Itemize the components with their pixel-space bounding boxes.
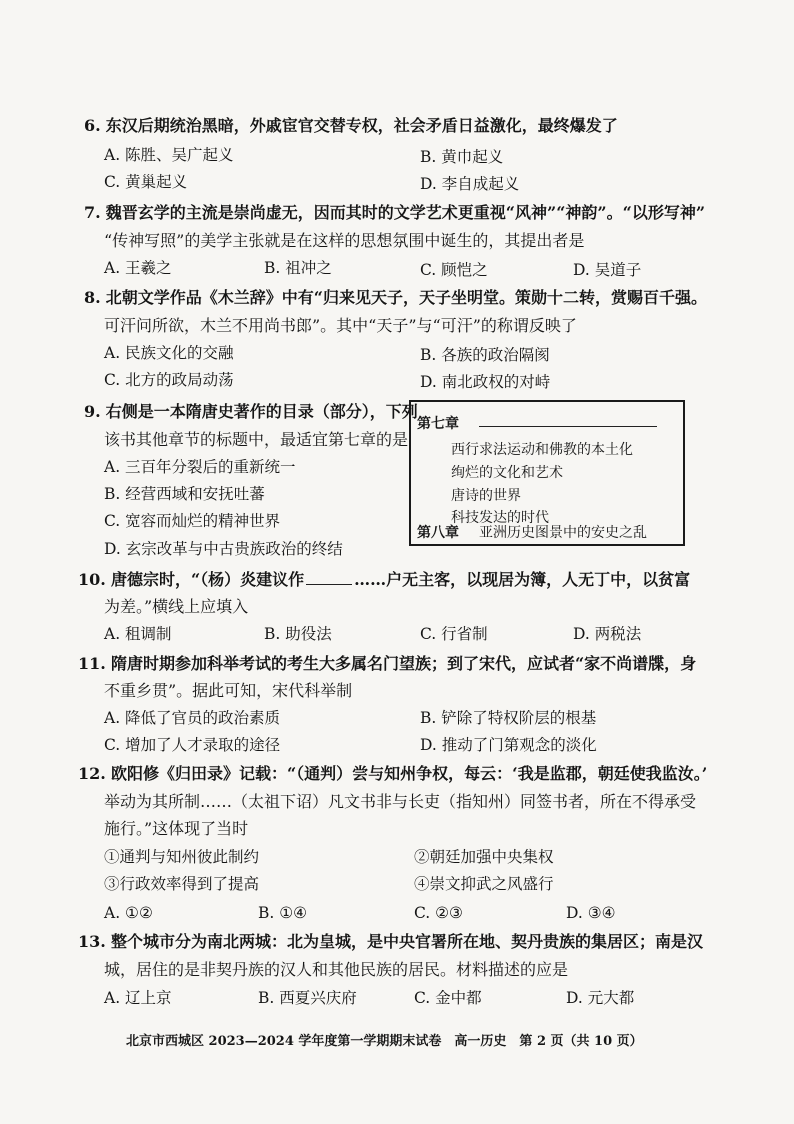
- option: C. 增加了人才录取的途径: [104, 736, 281, 754]
- option: D. 元大都: [566, 989, 635, 1007]
- option: A. 辽上京: [104, 989, 172, 1007]
- question-12-stem: [78, 762, 707, 786]
- chapter-7-label: 第七章: [417, 416, 459, 432]
- option: B. 助役法: [264, 625, 332, 643]
- option: B. 铲除了特权阶层的根基: [420, 709, 597, 727]
- option: C. 行省制: [420, 625, 488, 643]
- option: A. 降低了官员的政治素质: [104, 709, 281, 727]
- option: B. 经营西域和安抚吐蕃: [104, 485, 265, 503]
- option: B. 祖冲之: [264, 259, 332, 277]
- option: C. 北方的政局动荡: [104, 371, 234, 389]
- question-text: 唐德宗时，“（杨）炎建议作: [110, 570, 305, 589]
- chapter-8-label: 第八章: [417, 525, 459, 541]
- page-footer: 北京市西城区 2023—2024 学年度第一学期期末试卷 高一历史 第 2 页（共 10 页）: [126, 1034, 643, 1049]
- question-text: 可汗问所欲，木兰不用尚书郎”。其中“天子”与“可汗”的称谓反映了: [104, 316, 577, 335]
- option: C. 宽容而灿烂的精神世界: [104, 512, 281, 530]
- question-text: 隋唐时期参加科举考试的考生大多属名门望族；到了宋代，应试者“家不尚谱牒，身: [110, 654, 697, 673]
- question-text: 不重乡贯”。据此可知，宋代科举制: [104, 681, 353, 700]
- question-text: 右侧是一本隋唐史著作的目录（部分），下列: [105, 402, 418, 421]
- question-text: 城，居住的是非契丹族的汉人和其他民族的居民。材料描述的应是: [104, 960, 569, 979]
- option: B. 西夏兴庆府: [258, 989, 357, 1007]
- option: C. 金中都: [414, 989, 482, 1007]
- question-text: 魏晋玄学的主流是崇尚虚无，因而其时的文学艺术更重视“风神”“神韵”。“以形写神”: [105, 203, 706, 222]
- statement: ①通判与知州彼此制约: [104, 848, 260, 866]
- question-text: 为差。”横线上应填入: [104, 597, 249, 616]
- question-number: 11.: [78, 654, 106, 673]
- toc-item: 科技发达的时代: [451, 510, 549, 526]
- table-of-contents-box: [409, 400, 685, 546]
- question-text: ……户无主客，以现居为簿，人无丁中，以贫富: [354, 570, 691, 589]
- option: A. 王羲之: [104, 259, 172, 277]
- option: D. 南北政权的对峙: [420, 373, 551, 391]
- question-10-stem: [78, 568, 690, 592]
- question-text: 该书其他章节的标题中，最适宜第七章的是: [104, 430, 409, 449]
- option: B. 黄巾起义: [420, 148, 504, 166]
- question-8-stem: [84, 286, 707, 310]
- answer-blank: [306, 570, 352, 585]
- question-number: 9.: [84, 402, 101, 421]
- option: D. 李自成起义: [420, 175, 520, 193]
- question-9-stem: [84, 400, 418, 424]
- option: A. 陈胜、吴广起义: [104, 146, 234, 164]
- question-7-stem: [84, 201, 705, 225]
- question-text: 举动为其所制……（太祖下诏）凡文书非与长吏（指知州）同签书者，所在不得承受: [104, 792, 697, 811]
- chapter-8-title: 亚洲历史图景中的安史之乱: [479, 525, 647, 541]
- statement: ②朝廷加强中央集权: [414, 848, 554, 866]
- option: C. 顾恺之: [420, 261, 488, 279]
- question-text: 北朝文学作品《木兰辞》中有“归来见天子，天子坐明堂。策勋十二转，赏赐百千强。: [105, 288, 708, 307]
- option: A. 租调制: [104, 625, 172, 643]
- question-11-stem: [78, 652, 696, 676]
- question-number: 10.: [78, 570, 106, 589]
- question-6-stem: [84, 114, 618, 138]
- statement: ④崇文抑武之风盛行: [414, 875, 554, 893]
- option: C. ②③: [414, 904, 463, 922]
- question-number: 8.: [84, 288, 101, 307]
- option: D. 推动了门第观念的淡化: [420, 736, 597, 754]
- statement: ③行政效率得到了提高: [104, 875, 260, 893]
- toc-item: 唐诗的世界: [451, 488, 521, 504]
- question-number: 7.: [84, 203, 101, 222]
- question-text: 东汉后期统治黑暗，外戚宦官交替专权，社会矛盾日益激化，最终爆发了: [105, 116, 618, 135]
- toc-item: 绚烂的文化和艺术: [451, 465, 563, 481]
- question-text: 整个城市分为南北两城：北为皇城，是中央官署所在地、契丹贵族的集居区；南是汉: [110, 932, 703, 951]
- option: B. ①④: [258, 904, 308, 922]
- question-text: “传神写照”的美学主张就是在这样的思想氛围中诞生的，其提出者是: [104, 231, 585, 250]
- option: A. 三百年分裂后的重新统一: [104, 458, 296, 476]
- option: D. 吴道子: [573, 261, 642, 279]
- question-number: 6.: [84, 116, 101, 135]
- question-13-stem: [78, 930, 703, 954]
- option: D. 两税法: [573, 625, 642, 643]
- question-text: 施行。”这体现了当时: [104, 819, 249, 838]
- question-number: 13.: [78, 932, 106, 951]
- option: D. ③④: [566, 904, 616, 922]
- option: C. 黄巢起义: [104, 173, 188, 191]
- toc-item: 西行求法运动和佛教的本土化: [451, 442, 633, 458]
- option: A. 民族文化的交融: [104, 344, 234, 362]
- option: A. ①②: [104, 904, 153, 922]
- option: B. 各族的政治隔阂: [420, 346, 550, 364]
- question-text: 欧阳修《归田录》记载：“（通判）尝与知州争权，每云：‘我是监郡，朝廷使我监汝。’: [110, 764, 708, 783]
- question-number: 12.: [78, 764, 106, 783]
- option: D. 玄宗改革与中古贵族政治的终结: [104, 540, 343, 558]
- blank-title-line: [479, 426, 657, 427]
